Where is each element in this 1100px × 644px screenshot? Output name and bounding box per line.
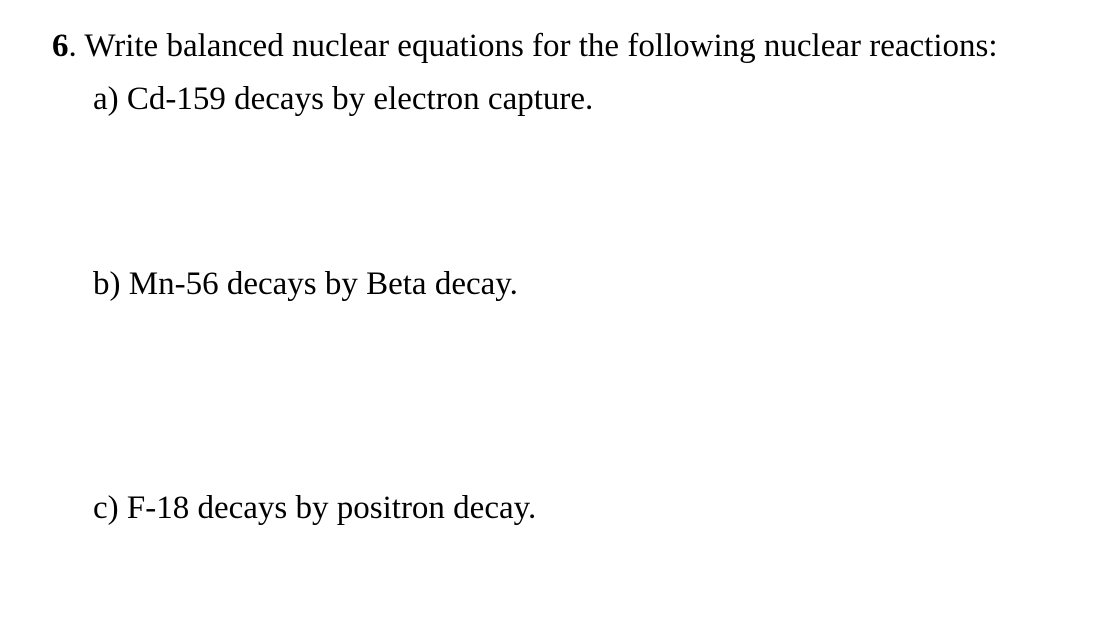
part-c-text: c) F-18 decays by positron decay. bbox=[93, 490, 537, 526]
part-a-text: a) Cd-159 decays by electron capture. bbox=[93, 81, 594, 117]
question-heading bbox=[52, 26, 998, 66]
question-prompt: . Write balanced nuclear equations for the following nuclear reactions: bbox=[68, 28, 998, 64]
question-number: 6 bbox=[52, 28, 69, 64]
part-b-text: b) Mn-56 decays by Beta decay. bbox=[93, 266, 518, 302]
